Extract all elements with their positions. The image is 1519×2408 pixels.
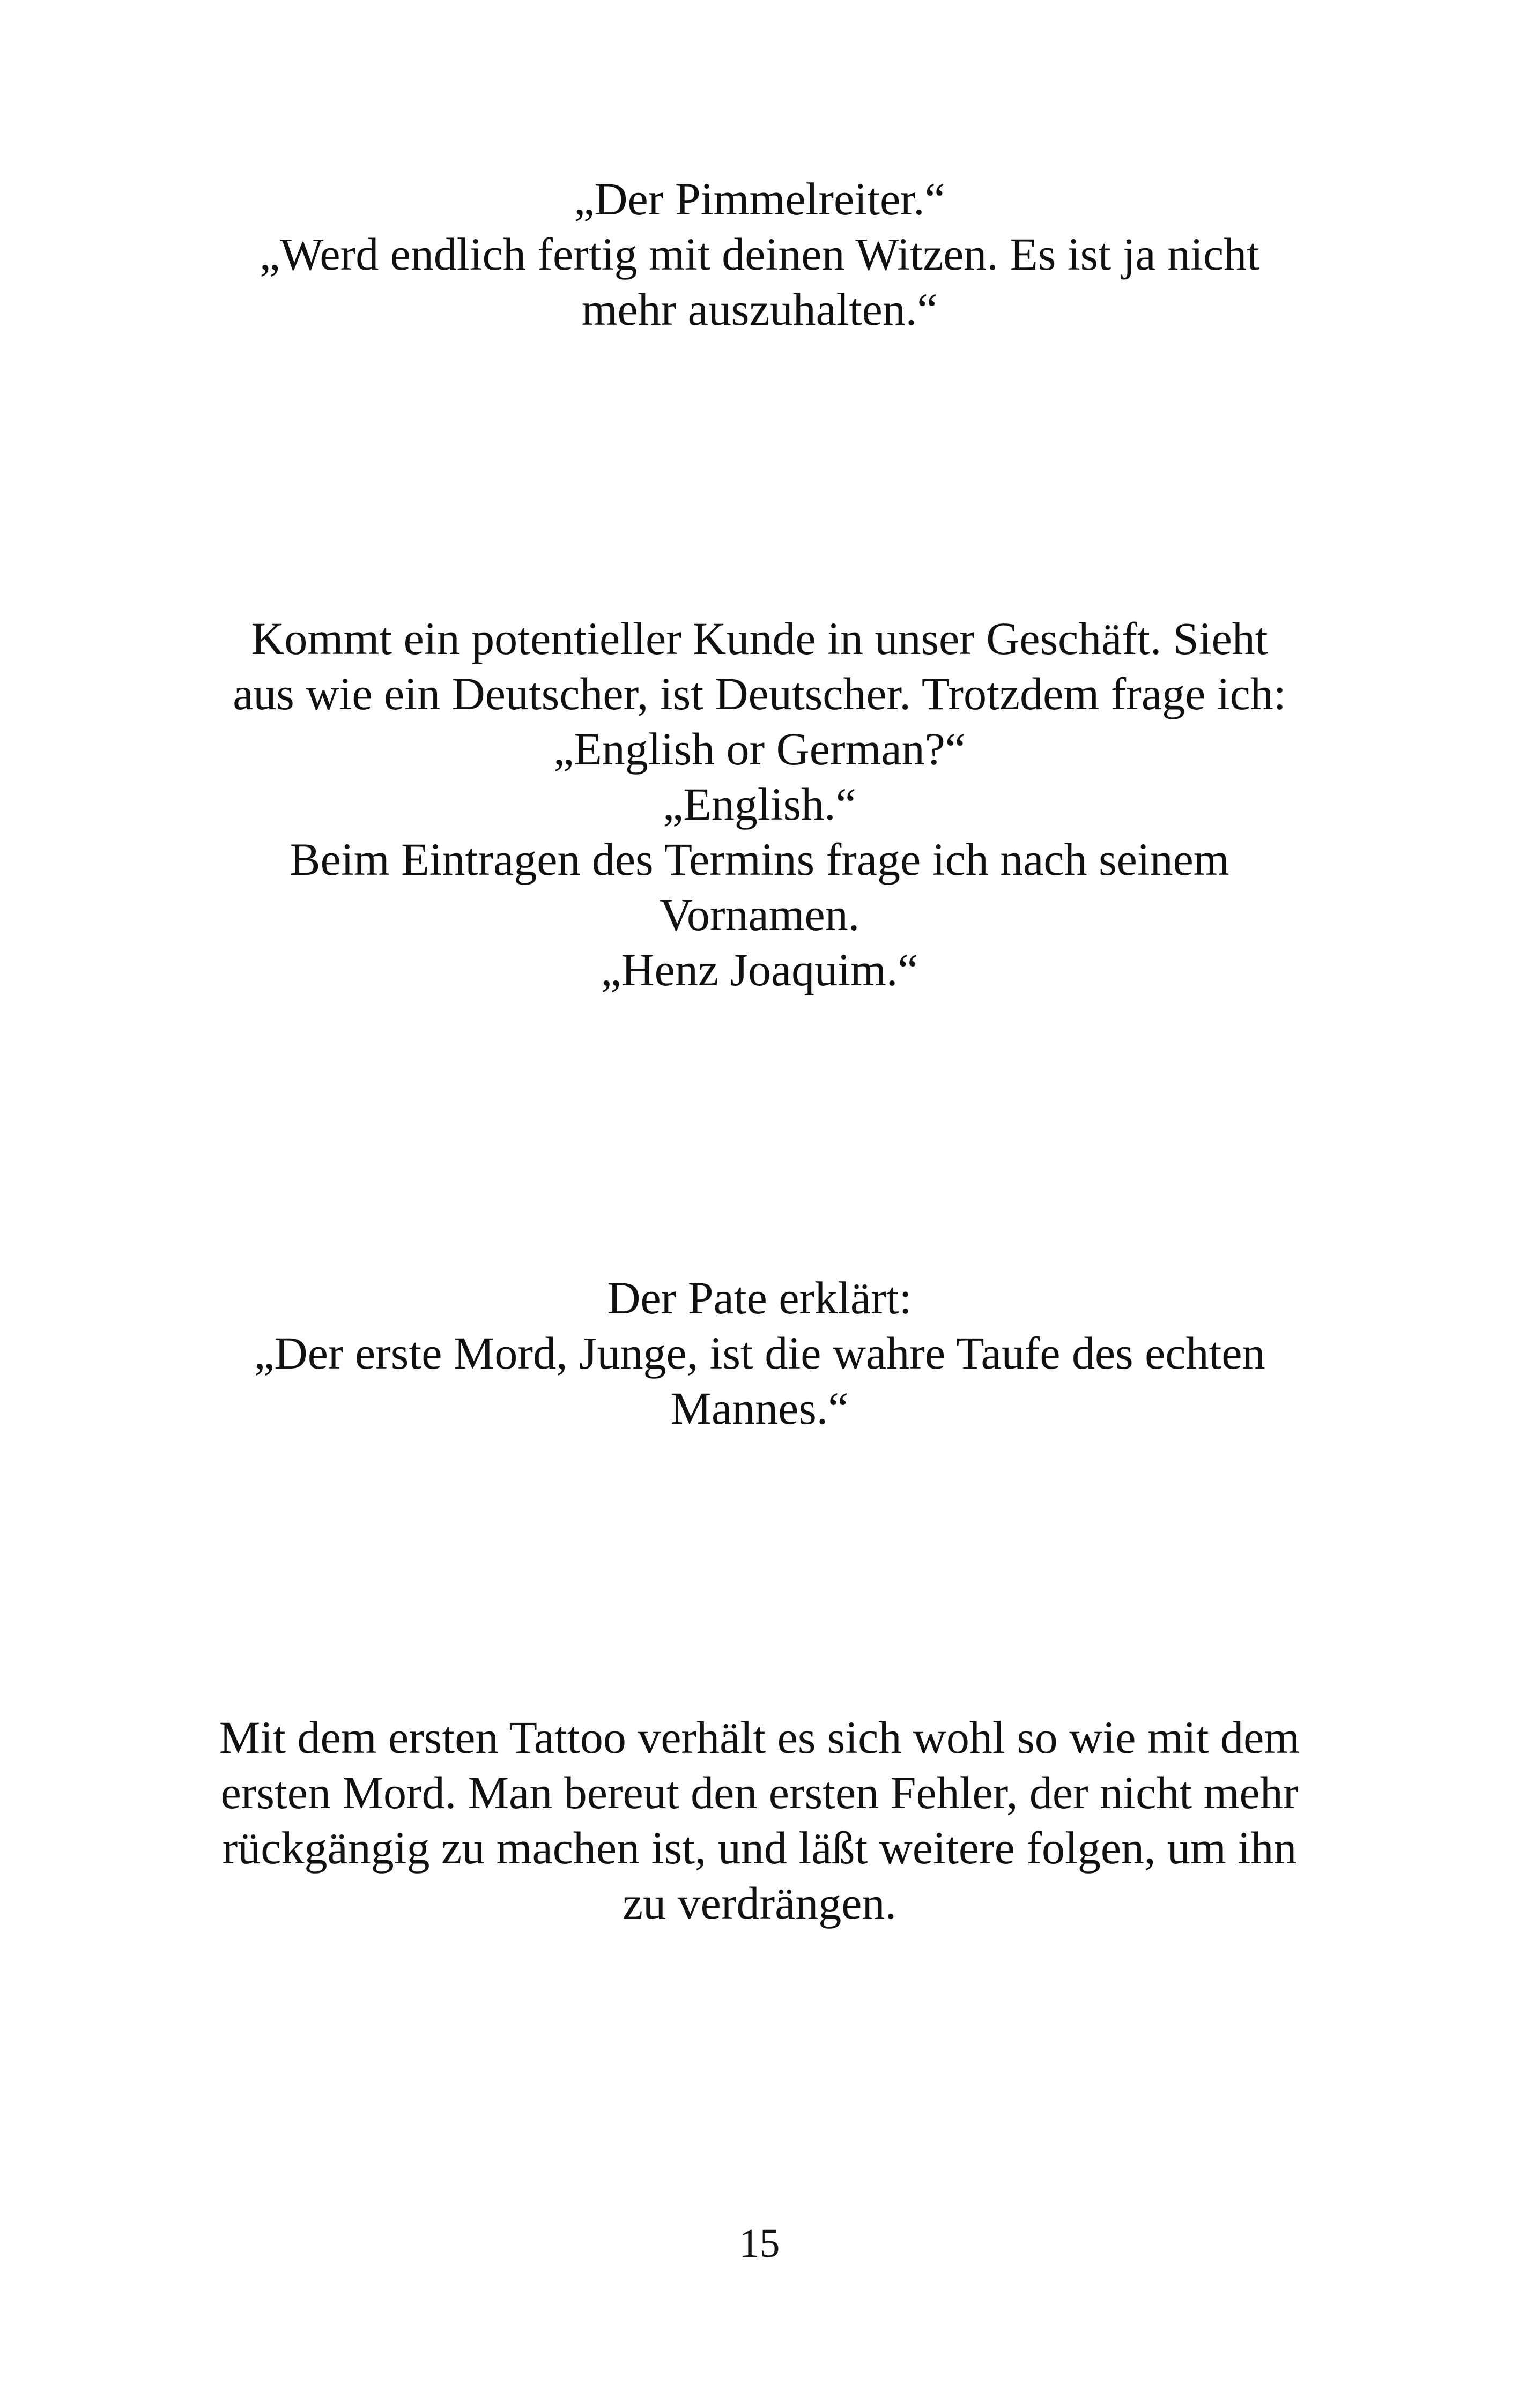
text-block-tattoo (193, 1710, 1326, 1931)
text-line: „English or German?“ (553, 723, 966, 775)
text-line: Mannes.“ (670, 1383, 849, 1434)
text-line: Mit dem ersten Tattoo verhält es sich wohl so wie mit dem (219, 1712, 1300, 1763)
text-block-kunde (193, 611, 1326, 998)
text-line: ersten Mord. Man bereut den ersten Fehler, der nicht mehr (220, 1767, 1299, 1818)
text-line: mehr auszuhalten.“ (581, 284, 938, 335)
text-line: „Werd endlich fertig mit deinen Witzen. Es ist ja nicht (259, 228, 1260, 280)
text-line: Kommt ein potentieller Kunde in unser Geschäft. Sieht (251, 613, 1268, 664)
text-block-pate (193, 1270, 1326, 1436)
text-line: „Der erste Mord, Junge, ist die wahre Taufe des echten (254, 1327, 1265, 1379)
page-number: 15 (739, 2221, 780, 2266)
text-line: Vornamen. (659, 889, 860, 940)
text-block-pimmelreiter (193, 172, 1326, 337)
text-line: zu verdrängen. (623, 1877, 896, 1929)
text-line: „Henz Joaquim.“ (601, 944, 918, 995)
text-line: rückgängig zu machen ist, und läßt weitere folgen, um ihn (222, 1822, 1297, 1874)
text-line: aus wie ein Deutscher, ist Deutscher. Trotzdem frage ich: (233, 668, 1286, 719)
text-line: „Der Pimmelreiter.“ (574, 173, 945, 225)
text-line: „English.“ (663, 778, 856, 830)
text-line: Beim Eintragen des Termins frage ich nach seinem (290, 834, 1229, 885)
text-line: Der Pate erklärt: (607, 1272, 912, 1324)
